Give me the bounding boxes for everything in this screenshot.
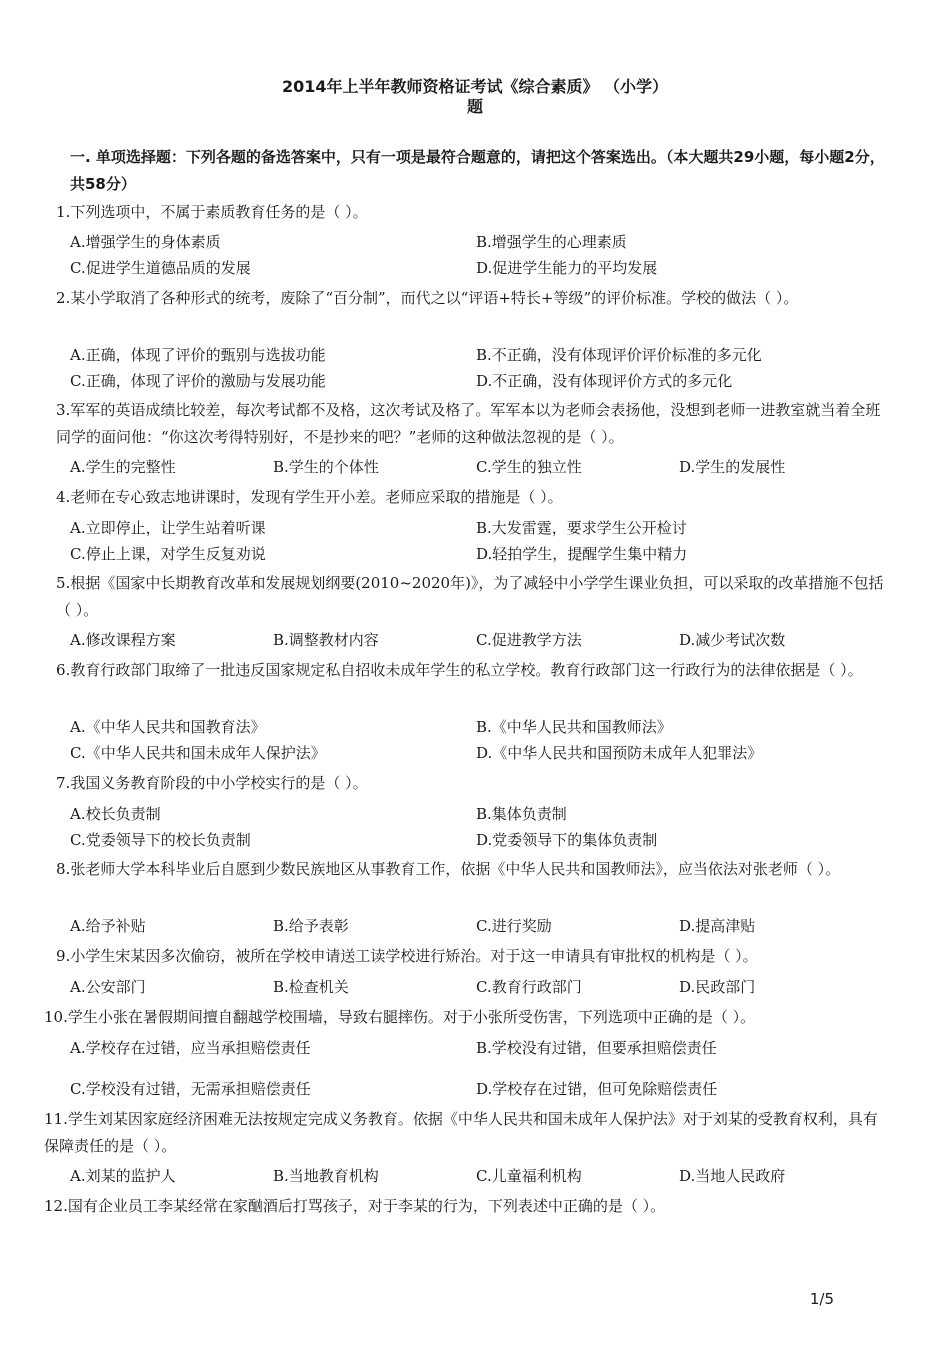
question-stem: 老师在专心致志地讲课时，发现有学生开小差。老师应采取的措施是（ ）。 — [70, 488, 563, 506]
question-number: 1. — [56, 203, 71, 221]
section-heading: 一. 单项选择题：下列各题的备选答案中，只有一项是最符合题意的，请把这个答案选出。（本大题共29小题，每小题2分，共58分） — [70, 148, 885, 193]
option-b: B.学生的个体性 — [273, 458, 379, 476]
option-b: B.增强学生的心理素质 — [476, 233, 627, 251]
option-a: A.立即停止，让学生站着听课 — [70, 519, 266, 537]
question-5-options — [70, 627, 890, 653]
question-4-options — [70, 515, 890, 567]
question-7-options — [70, 801, 890, 853]
option-d: D.学生的发展性 — [679, 458, 786, 476]
question-4 — [56, 484, 884, 511]
option-a: A.学校存在过错，应当承担赔偿责任 — [70, 1039, 311, 1057]
question-stem: 张老师大学本科毕业后自愿到少数民族地区从事教育工作，依据《中华人民共和国教师法》，应当依法对张老师（ ）。 — [70, 860, 841, 878]
option-c: C.停止上课，对学生反复劝说 — [70, 545, 266, 563]
document-title-line2: 题 — [466, 97, 483, 116]
question-10 — [44, 1004, 884, 1031]
option-b: B.调整教材内容 — [273, 631, 379, 649]
question-5 — [56, 570, 884, 624]
option-d: D.促进学生能力的平均发展 — [476, 259, 658, 277]
question-number: 10. — [44, 1008, 68, 1026]
question-number: 4. — [56, 488, 71, 506]
question-9-options — [70, 974, 890, 1000]
option-c: C.学校没有过错，无需承担赔偿责任 — [70, 1080, 311, 1098]
question-10-options — [70, 1035, 890, 1061]
option-d: D.党委领导下的集体负责制 — [476, 831, 658, 849]
option-d: D.轻拍学生，提醒学生集中精力 — [476, 545, 688, 563]
option-d: D.当地人民政府 — [679, 1167, 786, 1185]
option-b: B.当地教育机构 — [273, 1167, 379, 1185]
document-title-line1: 2014年上半年教师资格证考试《综合素质》 （小学） — [281, 77, 669, 96]
option-b: B.集体负责制 — [476, 805, 567, 823]
option-c: C.党委领导下的校长负责制 — [70, 831, 251, 849]
question-stem: 某小学取消了各种形式的统考，废除了“百分制”，而代之以“评语+特长+等级”的评价标准。学校的做法（ ）。 — [70, 289, 799, 307]
option-a: A.正确，体现了评价的甄别与选拔功能 — [70, 346, 326, 364]
question-3 — [56, 397, 884, 451]
question-8 — [56, 856, 884, 883]
option-c: C.儿童福利机构 — [476, 1167, 582, 1185]
question-1-options — [70, 229, 890, 281]
question-number: 5. — [56, 574, 71, 592]
option-b: B.《中华人民共和国教师法》 — [476, 718, 672, 736]
question-10-options-2 — [70, 1076, 890, 1102]
question-6-options — [70, 714, 890, 766]
question-stem: 学生小张在暑假期间擅自翻越学校围墙，导致右腿摔伤。对于小张所受伤害，下列选项中正确的是（ ）。 — [67, 1008, 756, 1026]
question-number: 7. — [56, 774, 71, 792]
option-d: D.《中华人民共和国预防未成年人犯罪法》 — [476, 744, 763, 762]
question-stem: 军军的英语成绩比较差，每次考试都不及格，这次考试及格了。军军本以为老师会表扬他，没想到老师一进教室就当着全班同学的面问他：“你这次考得特别好，不是抄来的吧？”老师的这种做法忽视的是（ ）。 — [56, 401, 881, 446]
question-8-options — [70, 913, 890, 939]
question-stem: 我国义务教育阶段的中小学校实行的是（ ）。 — [70, 774, 368, 792]
question-stem: 下列选项中，不属于素质教育任务的是（ ）。 — [70, 203, 368, 221]
option-c: C.促进学生道德品质的发展 — [70, 259, 251, 277]
option-d: D.学校存在过错，但可免除赔偿责任 — [476, 1080, 718, 1098]
option-c: C.《中华人民共和国未成年人保护法》 — [70, 744, 326, 762]
question-number: 11. — [44, 1110, 68, 1128]
option-c: C.学生的独立性 — [476, 458, 582, 476]
option-b: B.给予表彰 — [273, 917, 349, 935]
question-stem: 学生刘某因家庭经济困难无法按规定完成义务教育。依据《中华人民共和国未成年人保护法》对于刘某的受教育权利，具有保障责任的是（ ）。 — [44, 1110, 878, 1155]
question-number: 2. — [56, 289, 71, 307]
question-7 — [56, 770, 884, 797]
question-12 — [44, 1193, 884, 1220]
question-11-options — [70, 1163, 890, 1189]
option-b: B.大发雷霆，要求学生公开检讨 — [476, 519, 687, 537]
option-c: C.教育行政部门 — [476, 978, 582, 996]
option-b: B.学校没有过错，但要承担赔偿责任 — [476, 1039, 717, 1057]
option-a: A.《中华人民共和国教育法》 — [70, 718, 266, 736]
question-number: 3. — [56, 401, 71, 419]
option-b: B.检查机关 — [273, 978, 349, 996]
option-a: A.刘某的监护人 — [70, 1167, 176, 1185]
option-c: C.进行奖励 — [476, 917, 552, 935]
page-number: 1/5 — [809, 1290, 834, 1308]
option-a: A.学生的完整性 — [70, 458, 176, 476]
option-a: A.校长负责制 — [70, 805, 161, 823]
option-a: A.公安部门 — [70, 978, 146, 996]
option-a: A.修改课程方案 — [70, 631, 176, 649]
option-d: D.减少考试次数 — [679, 631, 786, 649]
question-stem: 根据《国家中长期教育改革和发展规划纲要(2010~2020年)》，为了减轻中小学学生课业负担，可以采取的改革措施不包括（ ）。 — [56, 574, 884, 619]
question-stem: 国有企业员工李某经常在家酗酒后打骂孩子，对于李某的行为，下列表述中正确的是（ ）。 — [67, 1197, 666, 1215]
option-d: D.不正确，没有体现评价方式的多元化 — [476, 372, 733, 390]
option-a: A.给予补贴 — [70, 917, 146, 935]
question-9 — [56, 943, 884, 970]
option-a: A.增强学生的身体素质 — [70, 233, 221, 251]
option-c: C.促进教学方法 — [476, 631, 582, 649]
option-d: D.民政部门 — [679, 978, 756, 996]
question-number: 6. — [56, 661, 71, 679]
question-2-options — [70, 342, 890, 394]
question-1 — [56, 199, 884, 226]
question-stem: 小学生宋某因多次偷窃，被所在学校申请送工读学校进行矫治。对于这一申请具有审批权的机构是（ ）。 — [70, 947, 758, 965]
question-stem: 教育行政部门取缔了一批违反国家规定私自招收未成年学生的私立学校。教育行政部门这一行政行为的法律依据是（ ）。 — [70, 661, 863, 679]
question-number: 8. — [56, 860, 71, 878]
question-2 — [56, 285, 884, 312]
option-d: D.提高津贴 — [679, 917, 756, 935]
question-11 — [44, 1106, 884, 1160]
question-6 — [56, 657, 884, 684]
question-number: 12. — [44, 1197, 68, 1215]
question-number: 9. — [56, 947, 71, 965]
option-c: C.正确，体现了评价的激励与发展功能 — [70, 372, 326, 390]
option-b: B.不正确，没有体现评价评价标准的多元化 — [476, 346, 762, 364]
question-3-options — [70, 454, 890, 480]
